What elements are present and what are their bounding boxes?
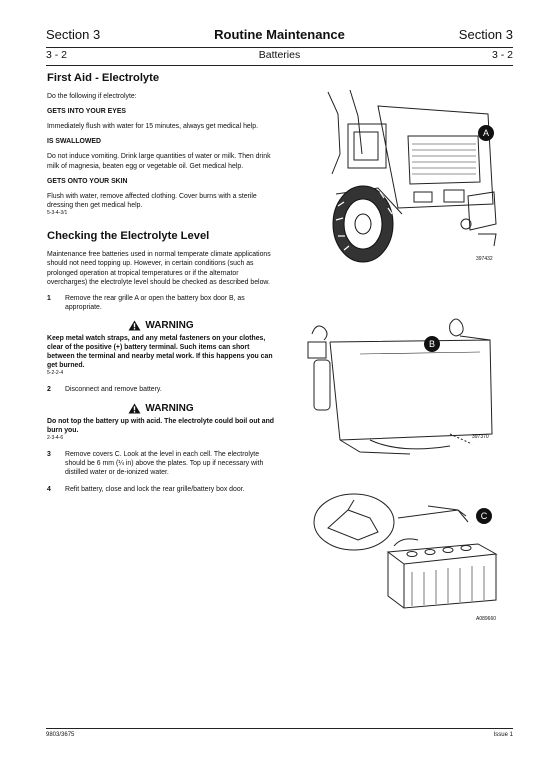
- header-rule: [46, 47, 513, 48]
- swallowed-text: Do not induce vomiting. Drink large quantities of water or milk. Then drink milk of magnesia, beaten egg or vegetable oil. Get medical help.: [47, 153, 271, 170]
- first-aid-heading: First Aid - Electrolyte: [47, 72, 160, 84]
- skin-text: Flush with water, remove affected clothing. Cover burns with a sterile dressing then get medical help.: [47, 192, 257, 210]
- step-number: 3: [47, 450, 51, 458]
- step-1: [47, 294, 275, 312]
- figure-battery-covers: [308, 488, 514, 630]
- warning-title-1: [47, 320, 275, 331]
- warning-2-text: Do not top the battery up with acid. The electrolyte could boil out and burn you.: [47, 417, 275, 434]
- section-label-right: Section 3: [458, 27, 513, 42]
- swallowed-subheading: IS SWALLOWED: [47, 138, 101, 146]
- checking-heading: Checking the Electrolyte Level: [47, 230, 210, 243]
- callout-c-label: C: [480, 511, 488, 521]
- step-2: [47, 385, 275, 394]
- warning-title-2: [47, 403, 275, 414]
- page-footer: [46, 728, 513, 738]
- step-text: Disconnect and remove battery.: [65, 386, 162, 394]
- callout-b-label: B: [428, 339, 436, 349]
- eyes-subheading: GETS INTO YOUR EYES: [47, 108, 127, 116]
- warning-2-ref: 2-3-4-6: [47, 434, 64, 441]
- page-number-right: 3 - 2: [491, 49, 513, 61]
- first-aid-intro: Do the following if electrolyte:: [47, 93, 137, 100]
- footer-rule: [46, 728, 513, 729]
- page-number-left: 3 - 2: [46, 49, 68, 61]
- step-text: Remove covers C. Look at the level in each cell. The electrolyte should be 6 mm (¼ in) above the plates. Top up if necessary with distilled water or de-ionized water.: [65, 450, 264, 477]
- step-number: 2: [47, 386, 51, 394]
- callout-a-label: A: [482, 128, 490, 138]
- figure-rear-grille: [318, 84, 508, 270]
- figure-2-ref: 397370: [472, 434, 489, 440]
- step-number: 4: [47, 486, 51, 494]
- header-rule-bottom: [46, 65, 513, 66]
- section-label-left: Section 3: [46, 27, 101, 42]
- skin-subheading: GETS ONTO YOUR SKIN: [47, 177, 128, 185]
- figure-1-ref: 397432: [476, 256, 493, 262]
- figure-battery-box: [300, 314, 510, 464]
- text-column: [47, 72, 275, 502]
- page-subtitle: Batteries: [258, 49, 301, 61]
- page-header: [46, 27, 513, 67]
- issue-label: Issue 1: [493, 732, 513, 738]
- first-aid-ref: 5-3-4-3/1: [47, 210, 68, 217]
- step-4: [47, 485, 275, 494]
- warning-triangle-icon: [128, 320, 141, 331]
- checking-intro: Maintenance free batteries used in normal temperate climate applications should not need topping up. However, in certain conditions (such as prolonged operation at tropical temperatures or if the alternator overcharges) the electrolyte level should be checked as described below.: [47, 251, 271, 286]
- warning-title-text: WARNING: [145, 402, 194, 414]
- warning-triangle-icon: [128, 403, 141, 414]
- step-3: [47, 450, 275, 478]
- warning-title-text: WARNING: [145, 320, 194, 332]
- step-text: Refit battery, close and lock the rear grille/battery box door.: [65, 486, 245, 494]
- document-number: 9803/3675: [46, 732, 75, 738]
- step-text: Remove the rear grille A or open the battery box door B, as appropriate.: [65, 295, 245, 312]
- figure-3-ref: A089660: [476, 616, 497, 622]
- warning-1-text: Keep metal watch straps, and any metal fasteners on your clothes, clear of the positive (+) battery terminal. Such items can short between the terminal and nearby metal work. If this happens you can get burned.: [47, 335, 273, 370]
- warning-1-ref: 5-2-2-4: [47, 370, 64, 377]
- step-number: 1: [47, 295, 51, 303]
- eyes-text: Immediately flush with water for 15 minutes, always get medical help.: [47, 123, 259, 131]
- page-title: Routine Maintenance: [214, 27, 345, 42]
